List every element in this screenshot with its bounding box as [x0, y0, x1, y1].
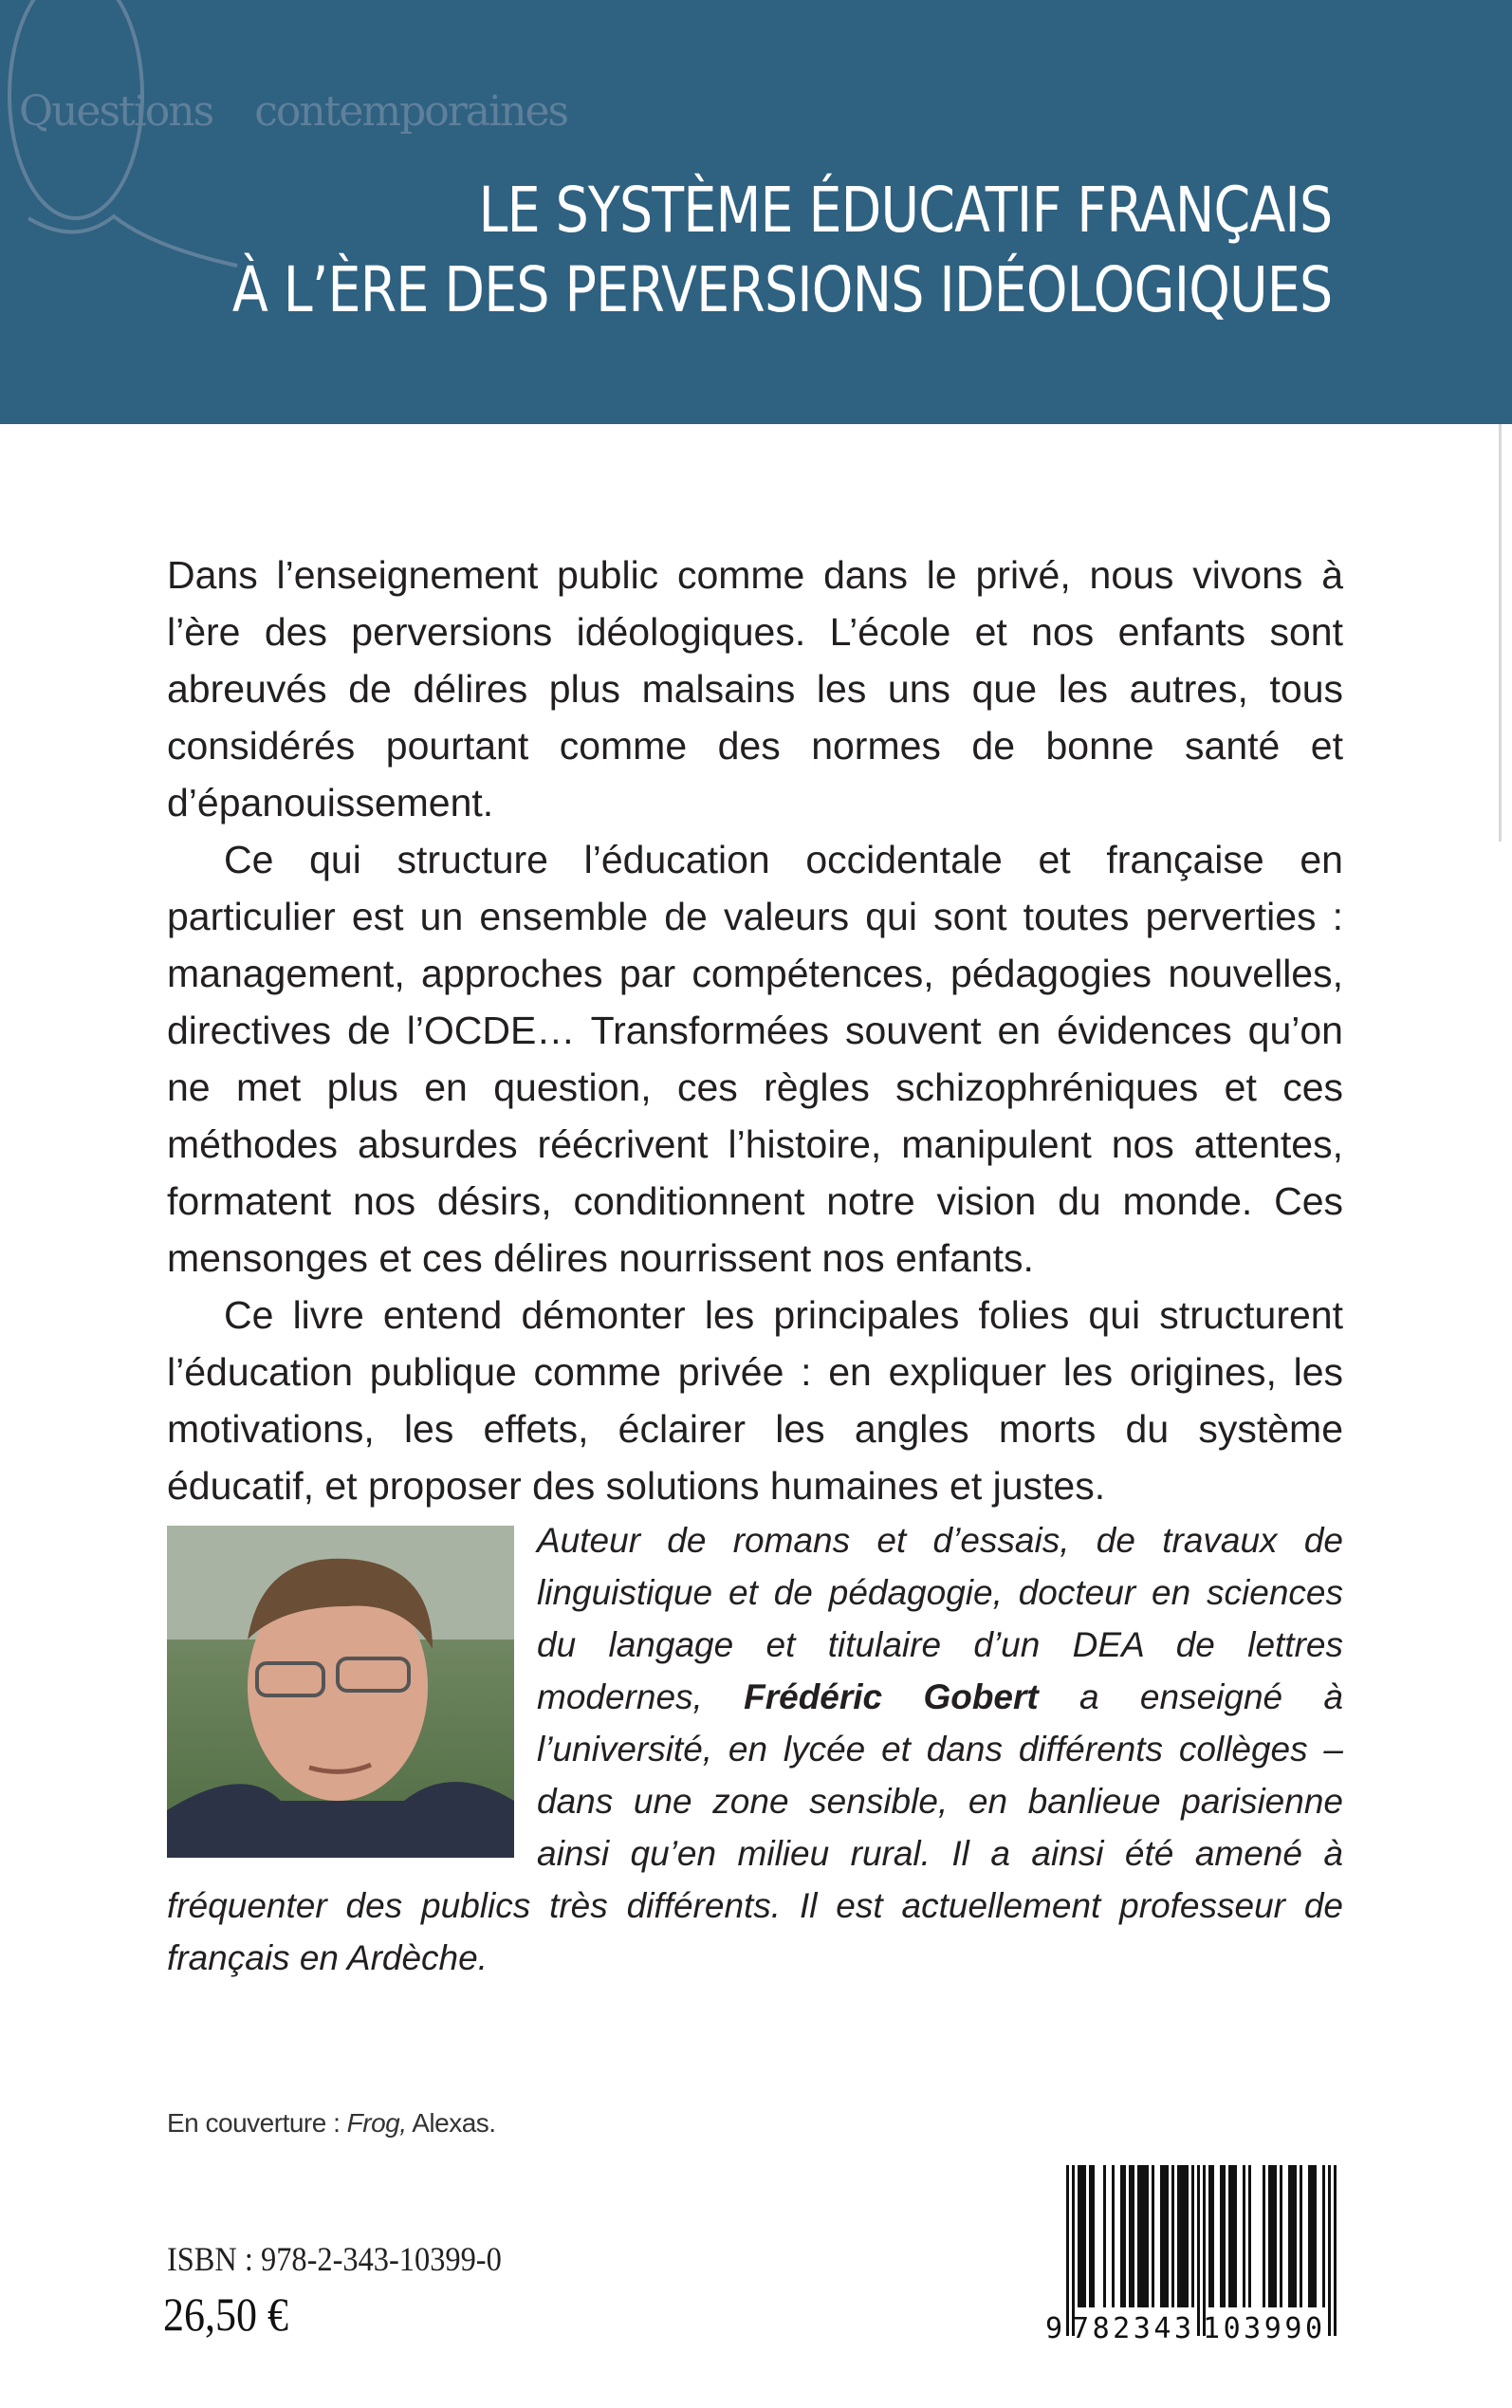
bio-text: a enseigné à l’université, en lycée et dans différents collèges – dans une zone sensible, en banlieue parisienne ainsi qu’en milieu rural. Il a ainsi été amené à fréquenter des publics très différents. Il est actuellement professeur de français en Ardèche. — [167, 1677, 1343, 1977]
barcode-bar — [1183, 2165, 1186, 2307]
barcode-bar — [1112, 2165, 1115, 2307]
credit-author: Alexas. — [406, 2108, 496, 2138]
barcode-bar — [1186, 2165, 1189, 2307]
barcode-bar — [1280, 2165, 1282, 2307]
author-bio — [167, 1514, 1343, 1984]
barcode-bar — [1311, 2165, 1314, 2307]
barcode-bar — [1308, 2165, 1311, 2307]
barcode-digits-right: 103990 — [1203, 2312, 1322, 2342]
barcode-bar — [1328, 2165, 1331, 2336]
barcode-bar — [1163, 2165, 1166, 2307]
barcode-bar — [1271, 2165, 1274, 2307]
barcode-bar — [1228, 2165, 1231, 2307]
barcode-bar — [1288, 2165, 1291, 2307]
barcode-bar — [1166, 2165, 1169, 2307]
barcode-digit-first: 9 — [1045, 2312, 1063, 2342]
barcode-digits-left: 782343 — [1072, 2312, 1191, 2342]
edge-divider — [1499, 424, 1502, 842]
barcode-bar — [1177, 2165, 1180, 2307]
author-name: Frédéric Gobert — [744, 1677, 1039, 1716]
barcode-bar — [1103, 2165, 1106, 2307]
bio-text: Auteur de romans et d’essais, de travaux de linguistique et de pédagogie, docteur en sciences du langage et titulaire d’un DEA de lettres modernes, — [537, 1521, 1343, 1716]
isbn: ISBN : 978-2-343-10399-0 — [167, 2240, 502, 2278]
barcode-bar — [1143, 2165, 1146, 2307]
barcode-bar — [1334, 2165, 1337, 2336]
credit-work: Frog, — [346, 2108, 407, 2138]
barcode-bar — [1223, 2165, 1226, 2307]
barcode-bar — [1146, 2165, 1149, 2307]
barcode-bar — [1300, 2165, 1302, 2307]
barcode-bar — [1234, 2165, 1237, 2307]
blurb-paragraph: Ce livre entend démonter les principales folies qui structurent l’éducation publique comme privée : en expliquer les origines, les motivations, les effets, éclairer les angles morts du système éducatif, et proposer des solutions humaines et justes. — [167, 1293, 1343, 1508]
series-word-contemporaines: contemporaines — [254, 87, 568, 136]
barcode-bar — [1152, 2165, 1154, 2307]
title-line-2: À L’ÈRE DES PERVERSIONS IDÉOLOGIQUES — [231, 253, 1332, 326]
barcode-bar — [1089, 2165, 1092, 2307]
price: 26,50 € — [163, 2288, 288, 2341]
barcode-bar — [1180, 2165, 1183, 2307]
cover-credit — [167, 2108, 496, 2139]
barcode-bar — [1171, 2165, 1174, 2307]
credit-label: En couverture : — [167, 2108, 347, 2138]
barcode-bar — [1203, 2165, 1206, 2336]
cover-header — [0, 0, 1512, 424]
barcode-bar — [1092, 2165, 1095, 2307]
barcode-bar — [1083, 2165, 1086, 2307]
barcode-bar — [1314, 2165, 1317, 2307]
barcode-bar — [1197, 2165, 1200, 2336]
barcode-bar — [1123, 2165, 1126, 2307]
barcode-bar — [1243, 2165, 1245, 2307]
barcode-bar — [1231, 2165, 1234, 2307]
barcode-bar — [1294, 2165, 1297, 2307]
barcode-bar — [1291, 2165, 1294, 2307]
barcode-bar — [1263, 2165, 1265, 2307]
author-photo — [167, 1526, 514, 1858]
barcode-bar — [1072, 2165, 1075, 2336]
barcode-bar — [1322, 2165, 1325, 2307]
barcode-bar — [1211, 2165, 1214, 2307]
barcode-bar — [1066, 2165, 1069, 2336]
barcode-bar — [1132, 2165, 1134, 2307]
barcode — [1043, 2161, 1351, 2342]
title-line-1: LE SYSTÈME ÉDUCATIF FRANÇAIS — [478, 174, 1333, 247]
barcode-bar — [1248, 2165, 1251, 2307]
barcode-bar — [1268, 2165, 1271, 2307]
barcode-bar — [1160, 2165, 1163, 2307]
barcode-bar — [1191, 2165, 1194, 2307]
book-blurb — [167, 546, 1343, 1514]
book-title — [232, 171, 1332, 330]
barcode-bar — [1120, 2165, 1123, 2307]
blurb-paragraph: Dans l’enseignement public comme dans le privé, nous vivons à l’ère des perversions idéologiques. L’école et nos enfants sont abreuvés de délires plus malsains les uns que les autres, tous considérés pourtant comme des normes de bonne santé et d’épanouissement. — [167, 553, 1343, 824]
barcode-bar — [1274, 2165, 1277, 2307]
barcode-bar — [1129, 2165, 1132, 2307]
barcode-bar — [1220, 2165, 1223, 2307]
barcode-bar — [1078, 2165, 1080, 2307]
series-word-questions: Questions — [19, 87, 213, 136]
blurb-paragraph: Ce qui structure l’éducation occidentale et française en particulier est un ensemble de valeurs qui sont toutes perverties : management, approches par compétences, pédagogies nouvelles, directives de l’OCDE… Transformées souvent en évidences qu’on ne met plus en question, ces règles schizophréniques et ces méthodes absurdes réécrivent l’histoire, manipulent nos attentes, formatent nos désirs, conditionnent notre vision du monde. Ces mensonges et ces délires nourrissent nos enfants. — [167, 838, 1343, 1280]
barcode-bar — [1208, 2165, 1211, 2307]
barcode-bar — [1137, 2165, 1140, 2307]
barcode-bar — [1080, 2165, 1083, 2307]
series-name — [19, 87, 567, 136]
barcode-bar — [1140, 2165, 1143, 2307]
